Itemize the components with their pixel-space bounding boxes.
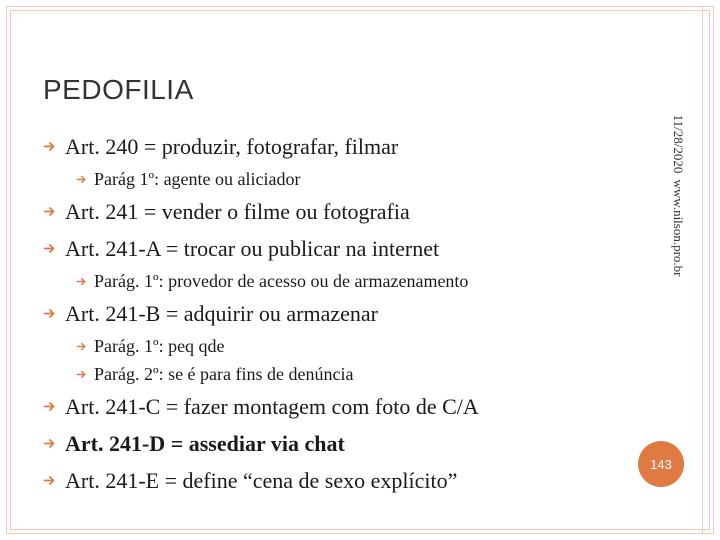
page-number: 143	[650, 456, 672, 472]
pointing-hand-icon	[74, 165, 88, 193]
list-item	[42, 425, 662, 462]
pointing-hand-icon	[74, 360, 88, 388]
list-subitem	[42, 267, 662, 295]
pointing-hand-icon	[42, 295, 56, 332]
pointing-hand-icon	[42, 388, 56, 425]
pointing-hand-icon	[42, 425, 56, 462]
list-item-text: Art. 240 = produzir, fotografar, filmar	[65, 134, 399, 159]
list-item	[42, 388, 662, 425]
list-item	[42, 230, 662, 267]
list-subitem	[42, 165, 662, 193]
list-subitem	[42, 332, 662, 360]
slide-title: PEDOFILIA	[43, 74, 194, 105]
list-item-text: Art. 241-D = assediar via chat	[65, 431, 345, 456]
list-subitem-text: Parág. 2º: se é para fins de denúncia	[94, 364, 354, 384]
list-item-text: Art. 241 = vender o filme ou fotografia	[65, 199, 410, 224]
list-subitem	[42, 360, 662, 388]
slide-date: 11/28/2020	[671, 114, 686, 174]
list-item-text: Art. 241-A = trocar ou publicar na internet	[65, 236, 440, 261]
pointing-hand-icon	[42, 462, 56, 499]
list-item-text: Art. 241-B = adquirir ou armazenar	[65, 301, 378, 326]
list-item	[42, 295, 662, 332]
bullet-list	[42, 128, 662, 499]
list-item	[42, 462, 662, 499]
pointing-hand-icon	[42, 230, 56, 267]
list-subitem-text: Parág. 1º: provedor de acesso ou de armazenamento	[94, 271, 469, 291]
list-item-text: Art. 241-C = fazer montagem com foto de C/A	[65, 394, 479, 419]
list-item	[42, 193, 662, 230]
website-label: www.nilson.pro.br	[671, 179, 686, 277]
pointing-hand-icon	[42, 128, 56, 165]
right-divider-line	[702, 6, 703, 534]
pointing-hand-icon	[42, 193, 56, 230]
pointing-hand-icon	[74, 267, 88, 295]
page-number-badge	[638, 441, 684, 487]
list-subitem-text: Parág 1º: agente ou aliciador	[94, 169, 301, 189]
list-item	[42, 128, 662, 165]
list-subitem-text: Parág. 1º: peq qde	[94, 336, 225, 356]
list-item-text: Art. 241-E = define “cena de sexo explícito”	[65, 468, 458, 493]
pointing-hand-icon	[74, 332, 88, 360]
